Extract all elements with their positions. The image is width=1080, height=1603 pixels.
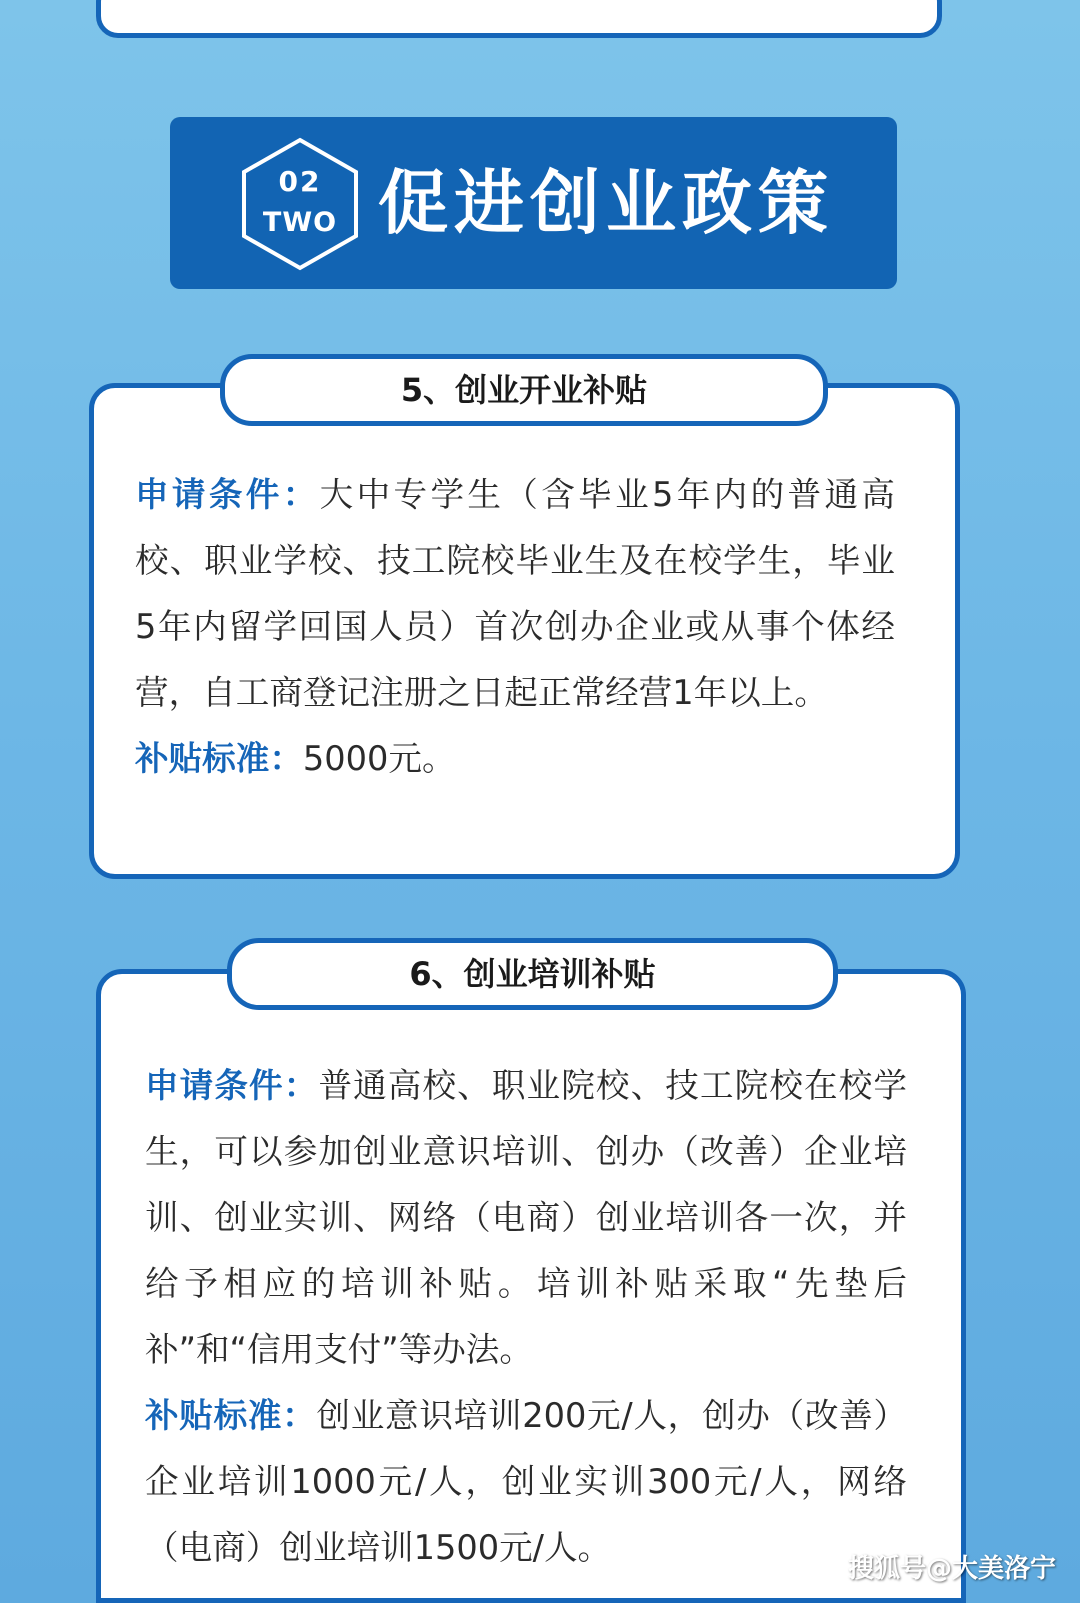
conditions-paragraph — [145, 1053, 907, 1383]
card-title-tab: 6、创业培训补贴 — [227, 938, 838, 1010]
standard-paragraph — [145, 1383, 907, 1581]
section-number: 02 — [278, 165, 322, 198]
card-title-tab: 5、创业开业补贴 — [220, 354, 828, 426]
watermark: 搜狐号@大美洛宁 — [847, 1554, 1056, 1584]
hexagon-icon — [240, 137, 360, 271]
standard-text: 5000元。 — [302, 739, 456, 778]
hexagon-badge — [240, 137, 360, 271]
standard-text: 创业意识培训200元/人，创办（改善）企业培训1000元/人，创业实训300元/人，网络（电商）创业培训1500元/人。 — [145, 1396, 907, 1567]
conditions-label: 申请条件： — [145, 1066, 319, 1105]
conditions-text: 大中专学生（含毕业5年内的普通高校、职业学校、技工院校毕业生及在校学生，毕业5年内留学回国人员）首次创办企业或从事个体经营，自工商登记注册之日起正常经营1年以上。 — [135, 475, 895, 712]
standard-label: 补贴标准： — [135, 739, 303, 778]
section-number-word: TWO — [262, 207, 338, 238]
conditions-label: 申请条件： — [135, 475, 320, 514]
card-body — [135, 462, 895, 792]
conditions-paragraph — [135, 462, 895, 726]
section-banner — [170, 117, 897, 289]
standard-label: 补贴标准： — [145, 1396, 317, 1435]
previous-card-bottom — [96, 0, 942, 38]
card-body — [145, 1053, 907, 1581]
section-title: 促进创业政策 — [378, 162, 834, 244]
standard-paragraph — [135, 726, 895, 792]
conditions-text: 普通高校、职业院校、技工院校在校学生，可以参加创业意识培训、创办（改善）企业培训、创业实训、网络（电商）创业培训各一次，并给予相应的培训补贴。培训补贴采取“先垫后补”和“信用支付”等办法。 — [145, 1066, 907, 1369]
policy-card-training-subsidy — [96, 969, 966, 1603]
policy-card-startup-subsidy — [89, 383, 960, 879]
